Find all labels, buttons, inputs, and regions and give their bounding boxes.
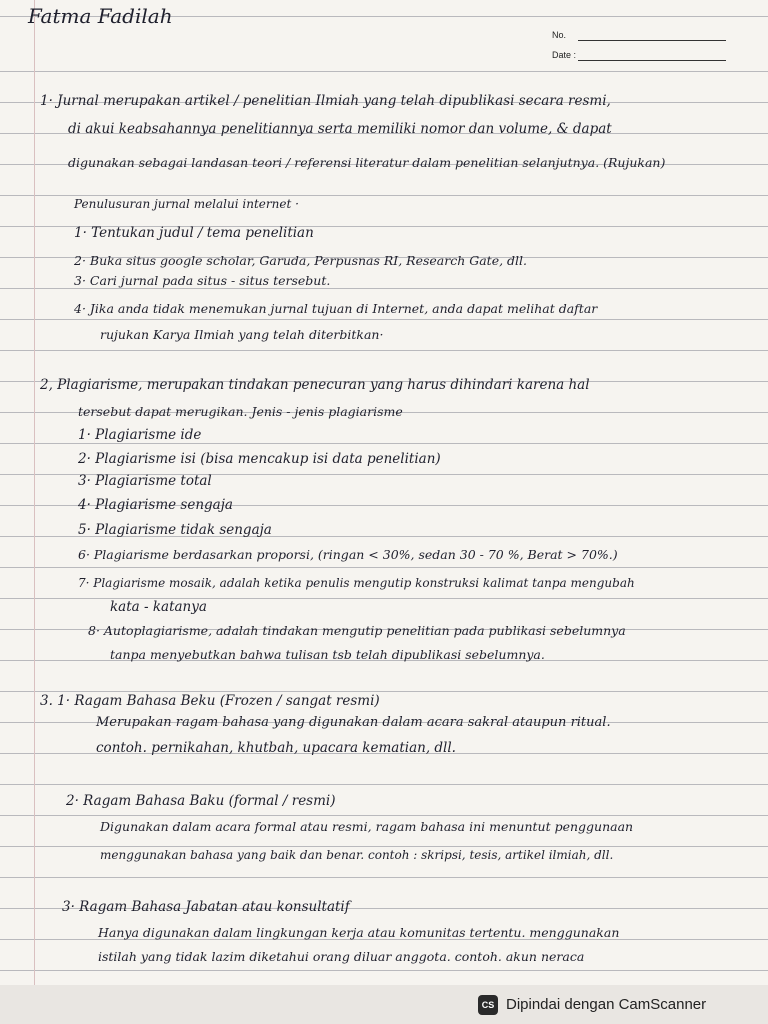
handwritten-line: menggunakan bahasa yang baik dan benar. contoh : skripsi, tesis, artikel ilmiah, dll. xyxy=(100,848,614,862)
margin-line xyxy=(34,0,35,985)
date-underline xyxy=(578,60,726,61)
camscanner-logo-icon: CS xyxy=(478,995,498,1015)
handwritten-line: di akui keabsahannya penelitiannya serta memiliki nomor dan volume, & dapat xyxy=(68,121,612,137)
handwritten-line: 2· Buka situs google scholar, Garuda, Perpusnas RI, Research Gate, dll. xyxy=(74,253,528,268)
handwritten-line: rujukan Karya Ilmiah yang telah diterbitkan· xyxy=(100,327,384,342)
handwritten-line: 1· Jurnal merupakan artikel / penelitian Ilmiah yang telah dipublikasi secara resmi, xyxy=(40,93,611,109)
no-label: No. xyxy=(552,30,567,40)
handwritten-line: 4· Plagiarisme sengaja xyxy=(78,497,233,513)
handwritten-line: Hanya digunakan dalam lingkungan kerja atau komunitas tertentu. menggunakan xyxy=(98,925,620,940)
handwritten-line: 2, Plagiarisme, merupakan tindakan penecuran yang harus dihindari karena hal xyxy=(40,377,590,393)
handwritten-line: Penulusuran jurnal melalui internet · xyxy=(74,197,299,211)
date-label: Date : xyxy=(552,50,577,60)
handwritten-line: istilah yang tidak lazim diketahui orang diluar anggota. contoh. akun neraca xyxy=(98,949,585,964)
handwritten-line: 2· Plagiarisme isi (bisa mencakup isi data penelitian) xyxy=(78,451,441,467)
camscanner-watermark xyxy=(478,985,768,1024)
handwritten-line: tanpa menyebutkan bahwa tulisan tsb telah dipublikasi sebelumnya. xyxy=(110,647,545,662)
handwritten-line: 2· Ragam Bahasa Baku (formal / resmi) xyxy=(66,793,336,809)
handwritten-line: contoh. pernikahan, khutbah, upacara kematian, dll. xyxy=(96,740,456,756)
handwritten-line: 7· Plagiarisme mosaik, adalah ketika penulis mengutip konstruksi kalimat tanpa mengubah xyxy=(78,576,635,590)
handwritten-line: Merupakan ragam bahasa yang digunakan dalam acara sakral ataupun ritual. xyxy=(96,715,611,730)
handwritten-line: 3. 1· Ragam Bahasa Beku (Frozen / sangat resmi) xyxy=(40,693,380,709)
author-name: Fatma Fadilah xyxy=(28,4,173,28)
handwritten-line: Digunakan dalam acara formal atau resmi, ragam bahasa ini menuntut penggunaan xyxy=(100,819,634,834)
handwritten-line: 6· Plagiarisme berdasarkan proporsi, (ringan < 30%, sedan 30 - 70 %, Berat > 70%.) xyxy=(78,547,618,562)
no-underline xyxy=(578,40,726,41)
watermark-text: Dipindai dengan CamScanner xyxy=(506,996,707,1013)
handwritten-line: 1· Plagiarisme ide xyxy=(78,427,202,443)
handwritten-line: 1· Tentukan judul / tema penelitian xyxy=(74,225,314,241)
handwritten-line: 8· Autoplagiarisme, adalah tindakan mengutip penelitian pada publikasi sebelumnya xyxy=(88,623,626,638)
handwritten-line: digunakan sebagai landasan teori / referensi literatur dalam penelitian selanjutnya. (Rujukan) xyxy=(68,155,666,170)
handwritten-line: 4· Jika anda tidak menemukan jurnal tujuan di Internet, anda dapat melihat daftar xyxy=(74,301,598,316)
handwritten-line: 3· Ragam Bahasa Jabatan atau konsultatif xyxy=(62,899,350,915)
handwritten-line: 3· Plagiarisme total xyxy=(78,473,212,489)
handwritten-line: 5· Plagiarisme tidak sengaja xyxy=(78,522,272,538)
handwritten-line: kata - katanya xyxy=(110,599,207,615)
handwritten-line: 3· Cari jurnal pada situs - situs tersebut. xyxy=(74,273,331,288)
handwritten-line: tersebut dapat merugikan. Jenis - jenis plagiarisme xyxy=(78,404,403,419)
